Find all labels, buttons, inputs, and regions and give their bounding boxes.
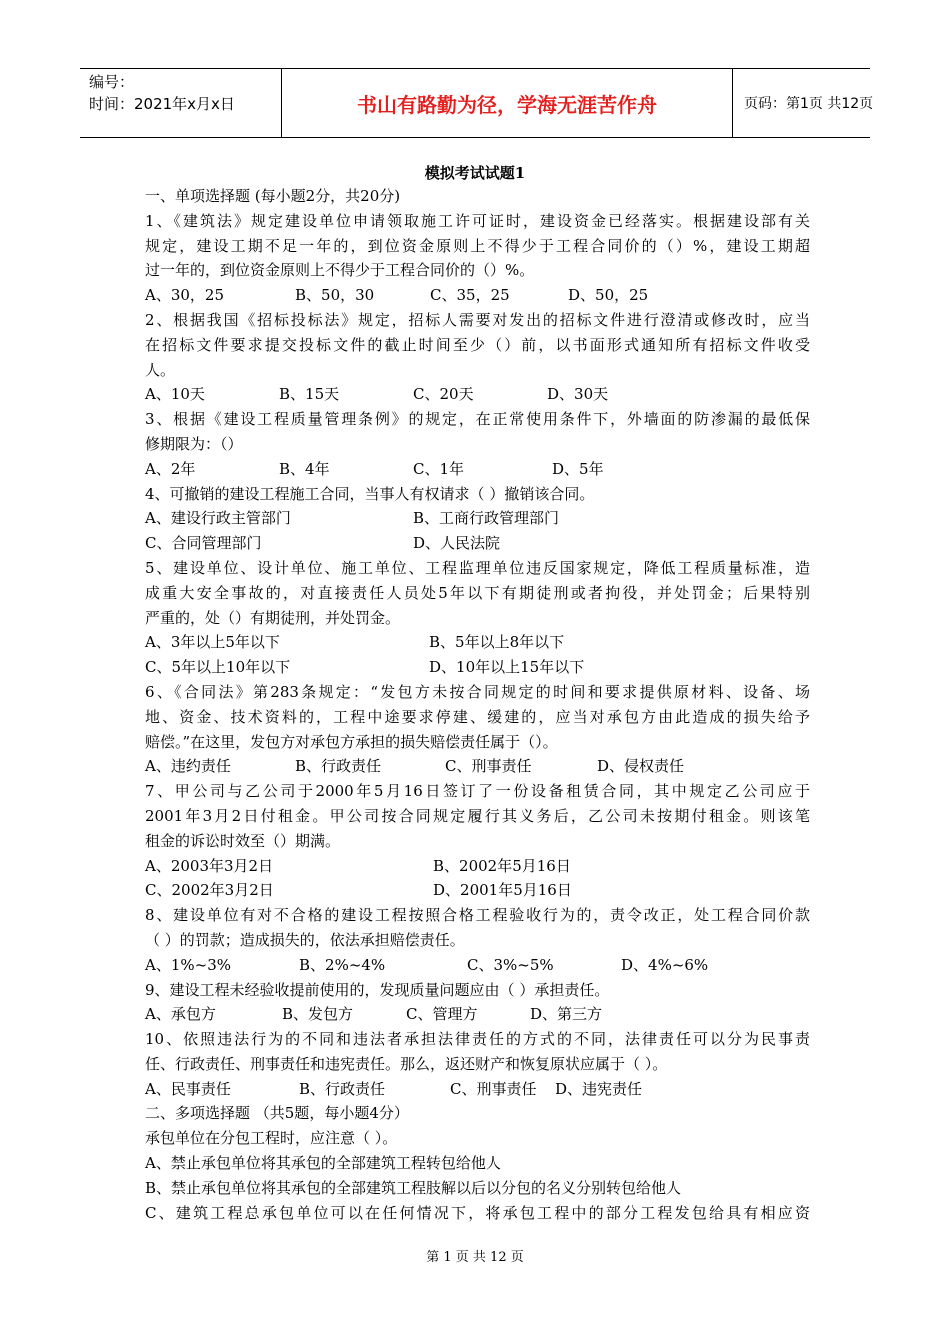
text-line: 租金的诉讼时效至（）期满。 xyxy=(145,831,341,850)
option-item: C、5年以上10年以下 xyxy=(145,658,291,677)
option-item: C、刑事责任 xyxy=(450,1079,537,1098)
text-line: 严重的，处（）有期徒刑，并处罚金。 xyxy=(145,608,401,627)
text-line: 过一年的，到位资金原则上不得少于工程合同价的（）%。 xyxy=(145,261,535,280)
option-item: C、3%~5% xyxy=(467,955,554,974)
option-item: B、2002年5月16日 xyxy=(433,856,571,875)
text-line: 一、单项选择题 (每小题2分，共20分) xyxy=(145,187,401,205)
option-item: B、行政责任 xyxy=(299,1079,386,1098)
option-item: A、建设行政主管部门 xyxy=(145,509,291,528)
text-line: 9、建设工程未经验收提前使用的，发现质量问题应由（ ）承担责任。 xyxy=(145,980,610,999)
option-item: C、合同管理部门 xyxy=(145,534,262,553)
option-item: D、10年以上15年以下 xyxy=(429,658,585,677)
options-row xyxy=(145,1077,810,1102)
text-line: 修期限为：（） xyxy=(145,434,243,453)
option-item: D、2001年5月16日 xyxy=(433,881,572,900)
text-line: 人。 xyxy=(145,360,176,379)
option-item: B、发包方 xyxy=(282,1005,354,1024)
option-item: A、10天 xyxy=(145,385,205,404)
option-item: D、30天 xyxy=(547,385,609,404)
option-item: A、1%~3% xyxy=(145,955,231,974)
option-item: B、50，30 xyxy=(295,286,375,305)
header-meta xyxy=(80,69,282,137)
option-item: B、15天 xyxy=(279,385,340,404)
text-line: 成重大安全事故的，对直接责任人员处5年以下有期徒刑或者拘役，并处罚金；后果特别 xyxy=(145,583,810,602)
text-line: 8、建设单位有对不合格的建设工程按照合格工程验收行为的，责令改正，处工程合同价款 xyxy=(145,906,810,925)
header-motto: 书山有路勤为径，学海无涯苦作舟 xyxy=(282,69,733,137)
option-item: D、违宪责任 xyxy=(555,1079,643,1098)
option-item: A、违约责任 xyxy=(145,757,231,776)
number-label: 编号： xyxy=(89,73,135,91)
text-line: 在招标文件要求提交投标文件的截止时间至少（）前，以书面形式通知所有招标文件收受 xyxy=(145,335,810,354)
options-row xyxy=(145,878,810,903)
header-page-info: 页码：第1页 共12页 xyxy=(744,96,874,112)
option-item: D、5年 xyxy=(552,459,604,478)
text-line: 4、可撤销的建设工程施工合同，当事人有权请求（ ）撤销该合同。 xyxy=(145,484,595,503)
option-item: C、35，25 xyxy=(430,286,510,305)
time-label: 时间：2021年x月x日 xyxy=(89,95,235,113)
options-row xyxy=(145,754,810,779)
option-item: A、民事责任 xyxy=(145,1079,231,1098)
text-line: 承包单位在分包工程时，应注意（ ）。 xyxy=(145,1129,398,1148)
option-item: B、行政责任 xyxy=(295,757,382,776)
text-line: C、建筑工程总承包单位可以在任何情况下，将承包工程中的部分工程发包给具有相应资 xyxy=(145,1203,810,1222)
text-line: 5、建设单位、设计单位、施工单位、工程监理单位违反国家规定，降低工程质量标准，造 xyxy=(145,558,810,577)
text-line: A、禁止承包单位将其承包的全部建筑工程转包给他人 xyxy=(145,1154,501,1173)
option-item: C、管理方 xyxy=(406,1005,478,1024)
text-line: 2001年3月2日付租金。甲公司按合同规定履行其义务后，乙公司未按期付租金。则该笔 xyxy=(145,806,810,825)
option-item: A、2年 xyxy=(145,459,196,478)
options-row xyxy=(145,382,810,407)
options-row xyxy=(145,457,810,482)
text-line: 地、资金、技术资料的，工程中途要求停建、缓建的，应当对承包方由此造成的损失给予 xyxy=(145,707,810,726)
options-row xyxy=(145,630,810,655)
option-item: C、1年 xyxy=(413,459,465,478)
page-footer: 第 1 页 共 12 页 xyxy=(426,1250,524,1265)
exam-title: 模拟考试试题1 xyxy=(424,164,526,182)
option-item: C、2002年3月2日 xyxy=(145,881,274,900)
text-line: 6、《合同法》第283条规定：“发包方未按合同规定的时间和要求提供原材料、设备、场 xyxy=(145,682,810,701)
text-line: B、禁止承包单位将其承包的全部建筑工程肢解以后以分包的名义分别转包给他人 xyxy=(145,1178,682,1197)
options-row xyxy=(145,1002,810,1027)
text-line: 1、《建筑法》规定建设单位申请领取施工许可证时，建设资金已经落实。根据建设部有关 xyxy=(145,211,810,230)
text-line: 二、多项选择题 （共5题，每小题4分） xyxy=(145,1104,409,1123)
option-item: A、2003年3月2日 xyxy=(145,856,274,875)
option-item: D、第三方 xyxy=(530,1005,603,1024)
text-line: 2、根据我国《招标投标法》规定，招标人需要对发出的招标文件进行澄清或修改时，应当 xyxy=(145,310,810,329)
document-header xyxy=(80,68,874,138)
options-row xyxy=(145,854,810,879)
options-row xyxy=(145,506,810,531)
option-item: C、刑事责任 xyxy=(445,757,532,776)
option-item: A、承包方 xyxy=(145,1005,216,1024)
text-line: 3、根据《建设工程质量管理条例》的规定，在正常使用条件下，外墙面的防渗漏的最低保 xyxy=(145,410,810,429)
option-item: B、5年以上8年以下 xyxy=(429,633,565,652)
option-item: A、30，25 xyxy=(145,286,225,305)
option-item: D、人民法院 xyxy=(413,534,501,553)
option-item: A、3年以上5年以下 xyxy=(145,633,280,652)
options-row xyxy=(145,531,810,556)
text-line: 任、行政责任、刑事责任和违宪责任。那么，返还财产和恢复原状应属于（ ）。 xyxy=(145,1054,668,1073)
exam-content xyxy=(145,184,810,1225)
text-line: 10、依照违法行为的不同和违法者承担法律责任的方式的不同，法律责任可以分为民事责 xyxy=(145,1030,810,1049)
options-row xyxy=(145,283,810,308)
option-item: D、侵权责任 xyxy=(597,757,685,776)
option-item: B、4年 xyxy=(279,459,330,478)
option-item: B、2%~4% xyxy=(299,955,386,974)
text-line: （ ）的罚款；造成损失的，依法承担赔偿责任。 xyxy=(145,930,465,949)
option-item: C、20天 xyxy=(413,385,474,404)
text-line: 7、甲公司与乙公司于2000年5月16日签订了一份设备租赁合同，其中规定乙公司应于 xyxy=(145,782,810,801)
options-row xyxy=(145,953,810,978)
options-row xyxy=(145,655,810,680)
text-line: 赔偿。”在这里，发包方对承包方承担的损失赔偿责任属于（）。 xyxy=(145,732,558,751)
option-item: B、工商行政管理部门 xyxy=(413,509,560,528)
option-item: D、50，25 xyxy=(568,286,649,305)
text-line: 规定，建设工期不足一年的，到位资金原则上不得少于工程合同价的（）%，建设工期超 xyxy=(145,236,810,255)
option-item: D、4%~6% xyxy=(621,955,709,974)
